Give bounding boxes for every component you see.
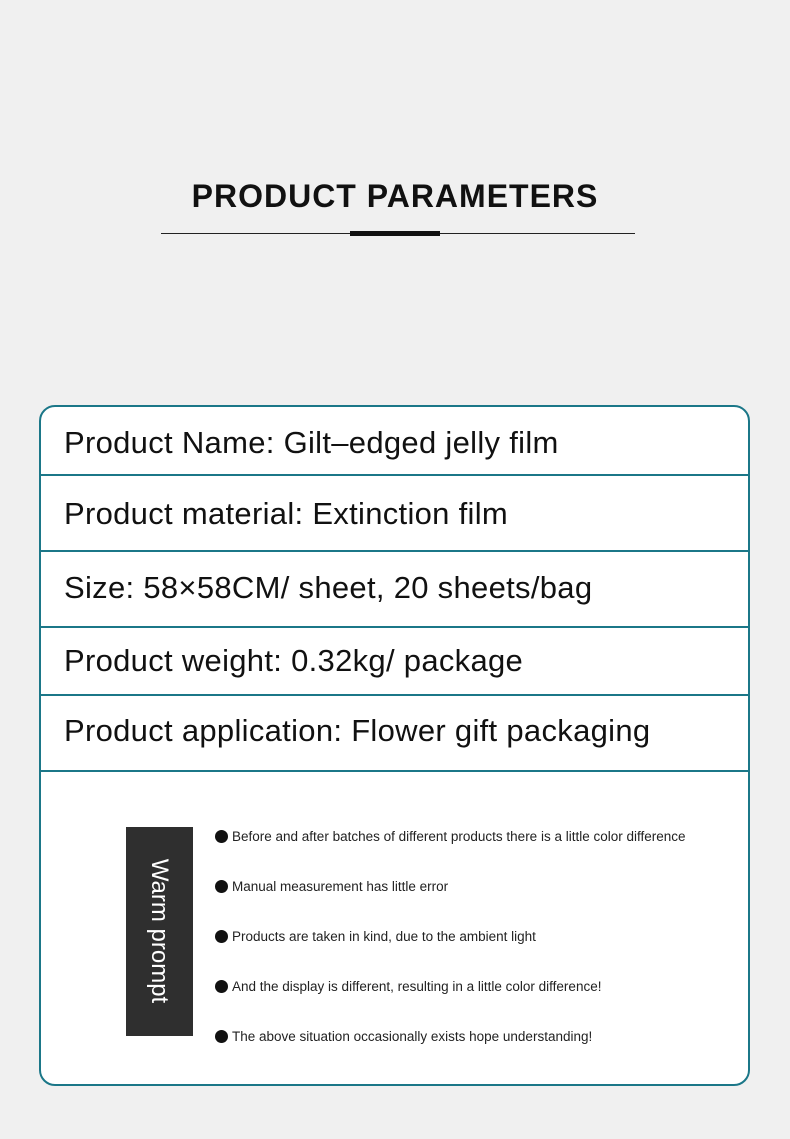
- param-product-name: Product Name: Gilt–edged jelly film: [64, 425, 559, 460]
- warm-prompt-label-box: [126, 827, 193, 1036]
- bullet-icon: [215, 1030, 228, 1043]
- param-row-size: [41, 552, 748, 628]
- warm-prompt-item: [215, 828, 686, 846]
- warm-prompt-item: [215, 1028, 592, 1046]
- parameters-card: [39, 405, 750, 1086]
- warm-prompt-item-text: Before and after batches of different products there is a little color difference: [232, 829, 686, 844]
- param-size: Size: 58×58CM/ sheet, 20 sheets/bag: [64, 570, 593, 605]
- title-underline-accent: [350, 231, 440, 236]
- warm-prompt-item: [215, 878, 448, 896]
- warm-prompt-item: [215, 978, 601, 996]
- warm-prompt-item-text: The above situation occasionally exists hope understanding!: [232, 1029, 593, 1044]
- param-application: Product application: Flower gift packaging: [64, 713, 651, 748]
- warm-prompt-item-text: Manual measurement has little error: [232, 879, 449, 894]
- warm-prompt-item-text: Products are taken in kind, due to the ambient light: [232, 929, 536, 944]
- param-row-weight: [41, 628, 748, 696]
- param-row-material: [41, 476, 748, 552]
- page-title: PRODUCT PARAMETERS: [191, 178, 599, 214]
- bullet-icon: [215, 880, 228, 893]
- param-product-material: Product material: Extinction film: [64, 496, 509, 531]
- warm-prompt-item-text: And the display is different, resulting in a little color difference!: [232, 979, 602, 994]
- param-row-application: [41, 696, 748, 772]
- param-row-name: [41, 407, 748, 476]
- bullet-icon: [215, 930, 228, 943]
- bullet-icon: [215, 980, 228, 993]
- warm-prompt-label: Warm prompt: [146, 858, 173, 1004]
- warm-prompt-item: [215, 928, 536, 946]
- param-weight: Product weight: 0.32kg/ package: [64, 643, 524, 678]
- bullet-icon: [215, 830, 228, 843]
